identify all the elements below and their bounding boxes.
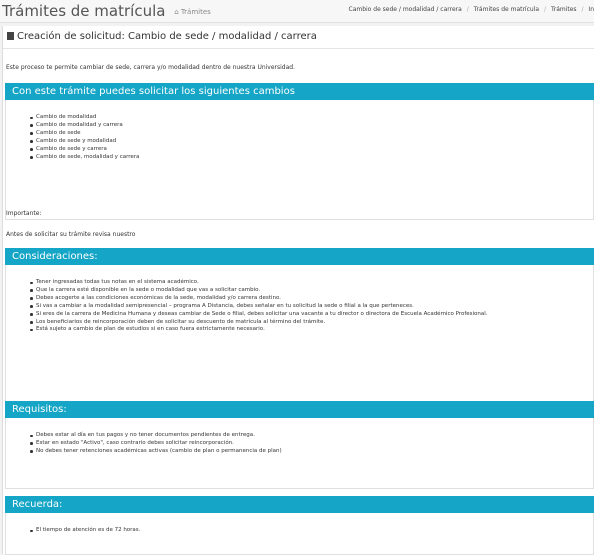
reminder-section-header: Recuerda:: [5, 496, 594, 513]
important-text: Antes de solicitar su trámite revisa nuestro: [6, 231, 135, 238]
changes-section-header: Con este trámite puedes solicitar los siguientes cambios: [5, 83, 594, 100]
intro-text: Este proceso te permite cambiar de sede, carrera y/o modalidad dentro de nuestra Universidad.: [6, 64, 295, 71]
considerations-list: [6, 279, 593, 334]
requirements-section-body: [5, 418, 594, 489]
changes-list: [6, 114, 593, 161]
list-item: No debes tener retenciones académicas activas (cambio de plan o permanencia de plan): [6, 448, 593, 456]
breadcrumb-separator: /: [467, 6, 469, 13]
reminder-section-body: [5, 513, 594, 555]
request-panel: [2, 26, 594, 554]
page-title-text: Trámites de matrícula: [2, 2, 165, 20]
breadcrumb-link-tramites[interactable]: Trámites: [551, 6, 577, 13]
list-item: Estar en estado "Activo", caso contrario debes solicitar reincorporación.: [6, 440, 593, 448]
breadcrumb-link-inicio[interactable]: In: [588, 6, 594, 13]
home-icon: ⌂: [174, 8, 178, 16]
page-title: [2, 2, 211, 20]
list-item: El tiempo de atención es de 72 horas.: [6, 527, 593, 535]
considerations-section-body: [5, 265, 594, 406]
reminder-list: [6, 527, 593, 535]
list-item: Cambio de sede: [6, 130, 593, 138]
list-item: Cambio de sede, modalidad y carrera: [6, 154, 593, 162]
list-item: Está sujeto a cambio de plan de estudios si en caso fuera estrictamente necesario.: [6, 326, 593, 334]
form-heading-text: Creación de solicitud: Cambio de sede / modalidad / carrera: [17, 31, 317, 42]
document-icon: [7, 32, 14, 40]
list-item: Cambio de modalidad y carrera: [6, 122, 593, 130]
list-item: Tener ingresadas todas tus notas en el sistema académico.: [6, 279, 593, 287]
top-bar: [0, 0, 594, 23]
list-item: Si vas a cambiar a la modalidad semipresencial – programa A Distancia, debes señalar en tu solicitud la sede o filial a la que perteneces.: [6, 303, 593, 311]
requirements-section-header: Requisitos:: [5, 401, 594, 418]
breadcrumb-separator: /: [544, 6, 546, 13]
list-item: Que la carrera esté disponible en la sede o modalidad que vas a solicitar cambio.: [6, 287, 593, 295]
form-heading: [7, 31, 317, 42]
list-item: Si eres de la carrera de Medicina Humana y deseas cambiar de Sede o filial, debes solicitar una vacante a tu director o directora de Escuela Académico Profesional.: [6, 311, 593, 319]
page-subtitle-text: Trámites: [181, 8, 211, 16]
important-label: Importante:: [6, 210, 41, 217]
divider: [3, 48, 594, 49]
list-item: Los beneficiarios de reincorporación deben de solicitar su descuento de matrícula al término del trámite.: [6, 319, 593, 327]
considerations-section-header: Consideraciones:: [5, 248, 594, 265]
breadcrumb-separator: /: [581, 6, 583, 13]
breadcrumb: [349, 6, 594, 13]
requirements-list: [6, 432, 593, 456]
list-item: Cambio de sede y carrera: [6, 146, 593, 154]
changes-section-body: [5, 100, 594, 220]
breadcrumb-link-tramites-matricula[interactable]: Trámites de matrícula: [474, 6, 539, 13]
list-item: Cambio de sede y modalidad: [6, 138, 593, 146]
list-item: Debes estar al día en tus pagos y no tener documentos pendientes de entrega.: [6, 432, 593, 440]
list-item: Cambio de modalidad: [6, 114, 593, 122]
breadcrumb-item-current: Cambio de sede / modalidad / carrera: [349, 6, 462, 13]
list-item: Debes acogerte a las condiciones económicas de la sede, modalidad y/o carrera destino.: [6, 295, 593, 303]
page-subtitle: [174, 8, 211, 16]
